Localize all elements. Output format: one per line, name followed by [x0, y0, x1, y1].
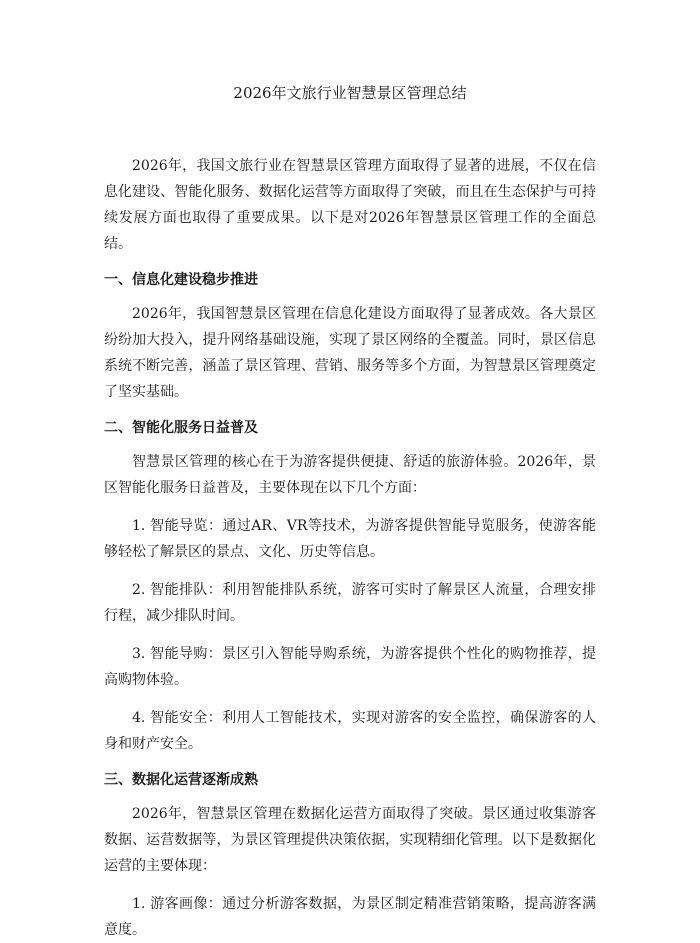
list-item: 1. 游客画像：通过分析游客数据，为景区制定精准营销策略，提高游客满意度。 — [104, 896, 596, 938]
list-item: 2. 智能排队：利用智能排队系统，游客可实时了解景区人流量，合理安排行程，减少排队时间。 — [104, 582, 596, 624]
list-item: 3. 智能导购：景区引入智能导购系统，为游客提供个性化的购物推荐，提高购物体验。 — [104, 646, 596, 688]
section-3-heading: 三、数据化运营逐渐成熟 — [104, 772, 258, 788]
document-title: 2026年文旅行业智慧景区管理总结 — [233, 84, 467, 102]
list-item: 1. 智能导览：通过AR、VR等技术，为游客提供智能导览服务，使游客能够轻松了解景区的景点、文化、历史等信息。 — [104, 518, 596, 560]
section-3-paragraph: 2026年，智慧景区管理在数据化运营方面取得了突破。景区通过收集游客数据、运营数据等，为景区管理提供决策依据，实现精细化管理。以下是数据化运营的主要体现： — [104, 806, 596, 874]
section-1-heading: 一、信息化建设稳步推进 — [104, 272, 258, 288]
section-1-paragraph: 2026年，我国智慧景区管理在信息化建设方面取得了显著成效。各大景区纷纷加大投入，提升网络基础设施，实现了景区网络的全覆盖。同时，景区信息系统不断完善，涵盖了景区管理、营销、服务等多个方面，为智慧景区管理奠定了坚实基础。 — [104, 306, 596, 400]
section-2-heading: 二、智能化服务日益普及 — [104, 420, 258, 436]
intro-paragraph: 2026年，我国文旅行业在智慧景区管理方面取得了显著的进展，不仅在信息化建设、智能化服务、数据化运营等方面取得了突破，而且在生态保护与可持续发展方面也取得了重要成果。以下是对2026年智慧景区管理工作的全面总结。 — [104, 158, 596, 252]
section-2-paragraph: 智慧景区管理的核心在于为游客提供便捷、舒适的旅游体验。2026年，景区智能化服务日益普及，主要体现在以下几个方面： — [104, 454, 596, 496]
list-item: 4. 智能安全：利用人工智能技术，实现对游客的安全监控，确保游客的人身和财产安全。 — [104, 710, 596, 752]
